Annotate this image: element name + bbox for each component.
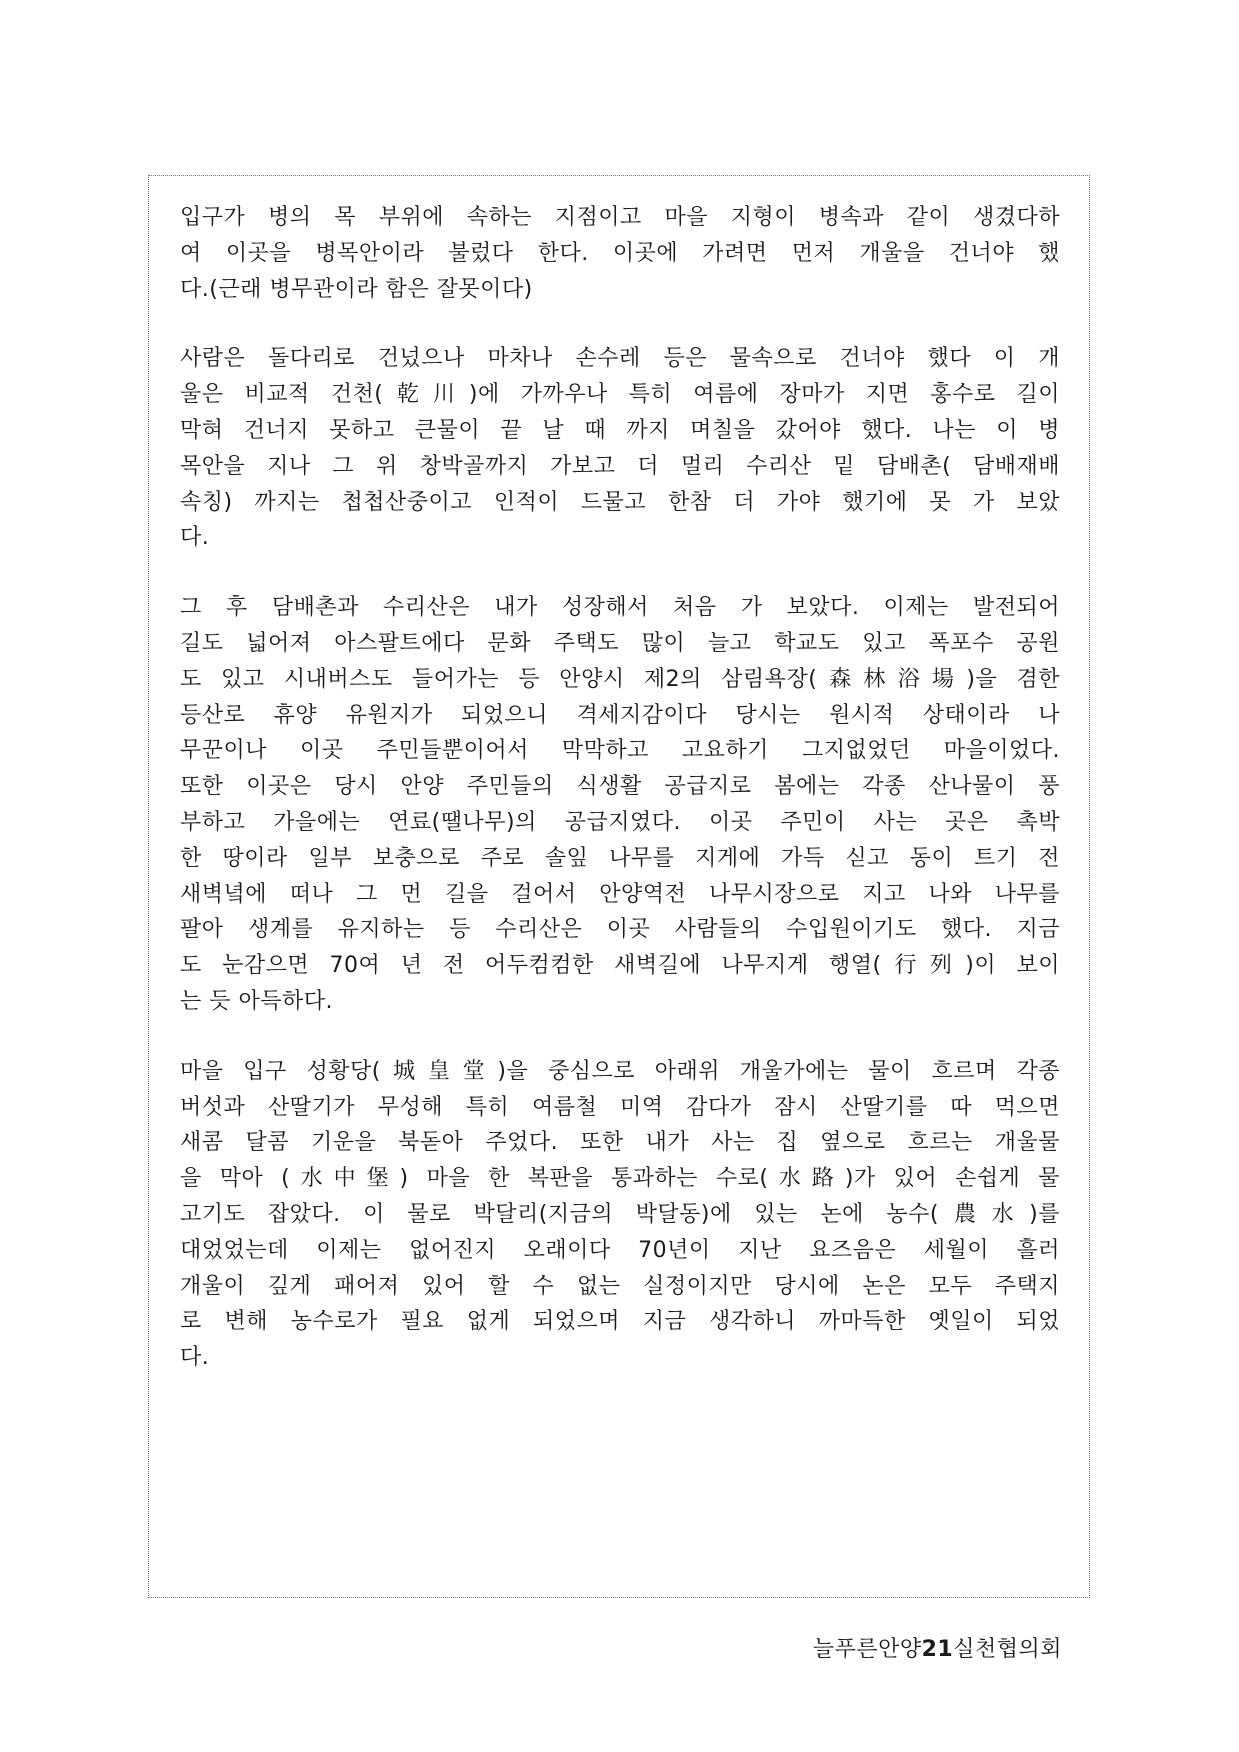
text-line: 는 듯 아득하다.: [180, 988, 333, 1014]
paragraph: [180, 200, 1060, 307]
text-line: 새벽녘에 떠나 그 먼 길을 걸어서 안양역전 나무시장으로 지고 나와 나무를: [180, 881, 1060, 907]
footer-number: 21: [921, 1637, 954, 1662]
text-line: 막혀 건너지 못하고 큰물이 끝 날 때 까지 며칠을 갔어야 했다. 나는 이 병: [180, 417, 1060, 443]
text-line: 도 있고 시내버스도 들어가는 등 안양시 제2의 삼림욕장(森林浴場)을 겸한: [180, 666, 1060, 692]
text-line: 부하고 가을에는 연료(땔나무)의 공급지였다. 이곳 주민이 사는 곳은 촉박: [180, 809, 1060, 835]
text-line: 등산로 휴양 유원지가 되었으니 격세지감이다 당시는 원시적 상태이라 나: [180, 702, 1060, 728]
paragraph: [180, 590, 1060, 1020]
text-line: 다.: [180, 525, 210, 551]
text-body: [180, 200, 1060, 1410]
text-line: 도 눈감으면 70여 년 전 어두컴컴한 새벽길에 나무지게 행열(行列)이 보이: [180, 953, 1060, 979]
text-line: 길도 넓어져 아스팔트에다 문화 주택도 많이 늘고 학교도 있고 폭포수 공원: [180, 630, 1060, 656]
text-line: 새콤 달콤 기운을 북돋아 주었다. 또한 내가 사는 집 옆으로 흐르는 개울물: [180, 1130, 1060, 1156]
text-line: 입구가 병의 목 부위에 속하는 지점이고 마을 지형이 병속과 같이 생겼다하: [180, 205, 1060, 230]
text-line: 그 후 담배촌과 수리산은 내가 성장해서 처음 가 보았다. 이제는 발전되어: [180, 595, 1060, 621]
text-line: 다.(근래 병무관이라 함은 잘못이다): [180, 276, 533, 302]
text-line: 울은 비교적 건천(乾川)에 가까우나 특히 여름에 장마가 지면 홍수로 길이: [180, 382, 1060, 408]
footer-suffix: 실천협의회: [953, 1637, 1062, 1662]
text-line: 개울이 깊게 패어져 있어 할 수 없는 실정이지만 당시에 논은 모두 주택지: [180, 1273, 1060, 1299]
text-line: 팔아 생계를 유지하는 등 수리산은 이곳 사람들의 수입원이기도 했다. 지금: [180, 917, 1060, 943]
text-line: 버섯과 산딸기가 무성해 특히 여름철 미역 감다가 잠시 산딸기를 따 먹으면: [180, 1094, 1060, 1120]
text-line: 또한 이곳은 당시 안양 주민들의 식생활 공급지로 봄에는 각종 산나물이 풍: [180, 774, 1060, 800]
paragraph: [180, 1054, 1060, 1376]
text-line: 여 이곳을 병목안이라 불렀다 한다. 이곳에 가려면 먼저 개울을 건너야 했: [180, 240, 1060, 266]
text-line: 속칭) 까지는 첩첩산중이고 인적이 드물고 한참 더 가야 했기에 못 가 보았: [180, 489, 1060, 515]
text-line: 무꾼이나 이곳 주민들뿐이어서 막막하고 고요하기 그지없었던 마을이었다.: [180, 738, 1060, 764]
footer-organization-name: [813, 1632, 1062, 1663]
text-line: 마을 입구 성황당(城皇堂)을 중심으로 아래위 개울가에는 물이 흐르며 각종: [180, 1058, 1060, 1084]
text-line: 고기도 잡았다. 이 물로 박달리(지금의 박달동)에 있는 논에 농수(農水)를: [180, 1201, 1060, 1227]
text-line: 대었었는데 이제는 없어진지 오래이다 70년이 지난 요즈음은 세월이 흘러: [180, 1237, 1060, 1263]
footer-prefix: 늘푸른안양: [812, 1637, 922, 1662]
text-line: 한 땅이라 일부 보충으로 주로 솔잎 나무를 지게에 가득 싣고 동이 트기 전: [180, 845, 1060, 871]
text-line: 로 변해 농수로가 필요 없게 되었으며 지금 생각하니 까마득한 옛일이 되었: [180, 1309, 1060, 1335]
text-line: 목안을 지나 그 위 창박골까지 가보고 더 멀리 수리산 밑 담배촌( 담배재배: [180, 453, 1060, 479]
text-line: 다.: [180, 1345, 210, 1371]
text-line: 사람은 돌다리로 건넜으나 마차나 손수레 등은 물속으로 건너야 했다 이 개: [180, 346, 1060, 372]
text-line: 을 막아 (水中堡) 마을 한 복판을 통과하는 수로(水路)가 있어 손쉽게 물: [180, 1166, 1060, 1192]
paragraph: [180, 341, 1060, 556]
